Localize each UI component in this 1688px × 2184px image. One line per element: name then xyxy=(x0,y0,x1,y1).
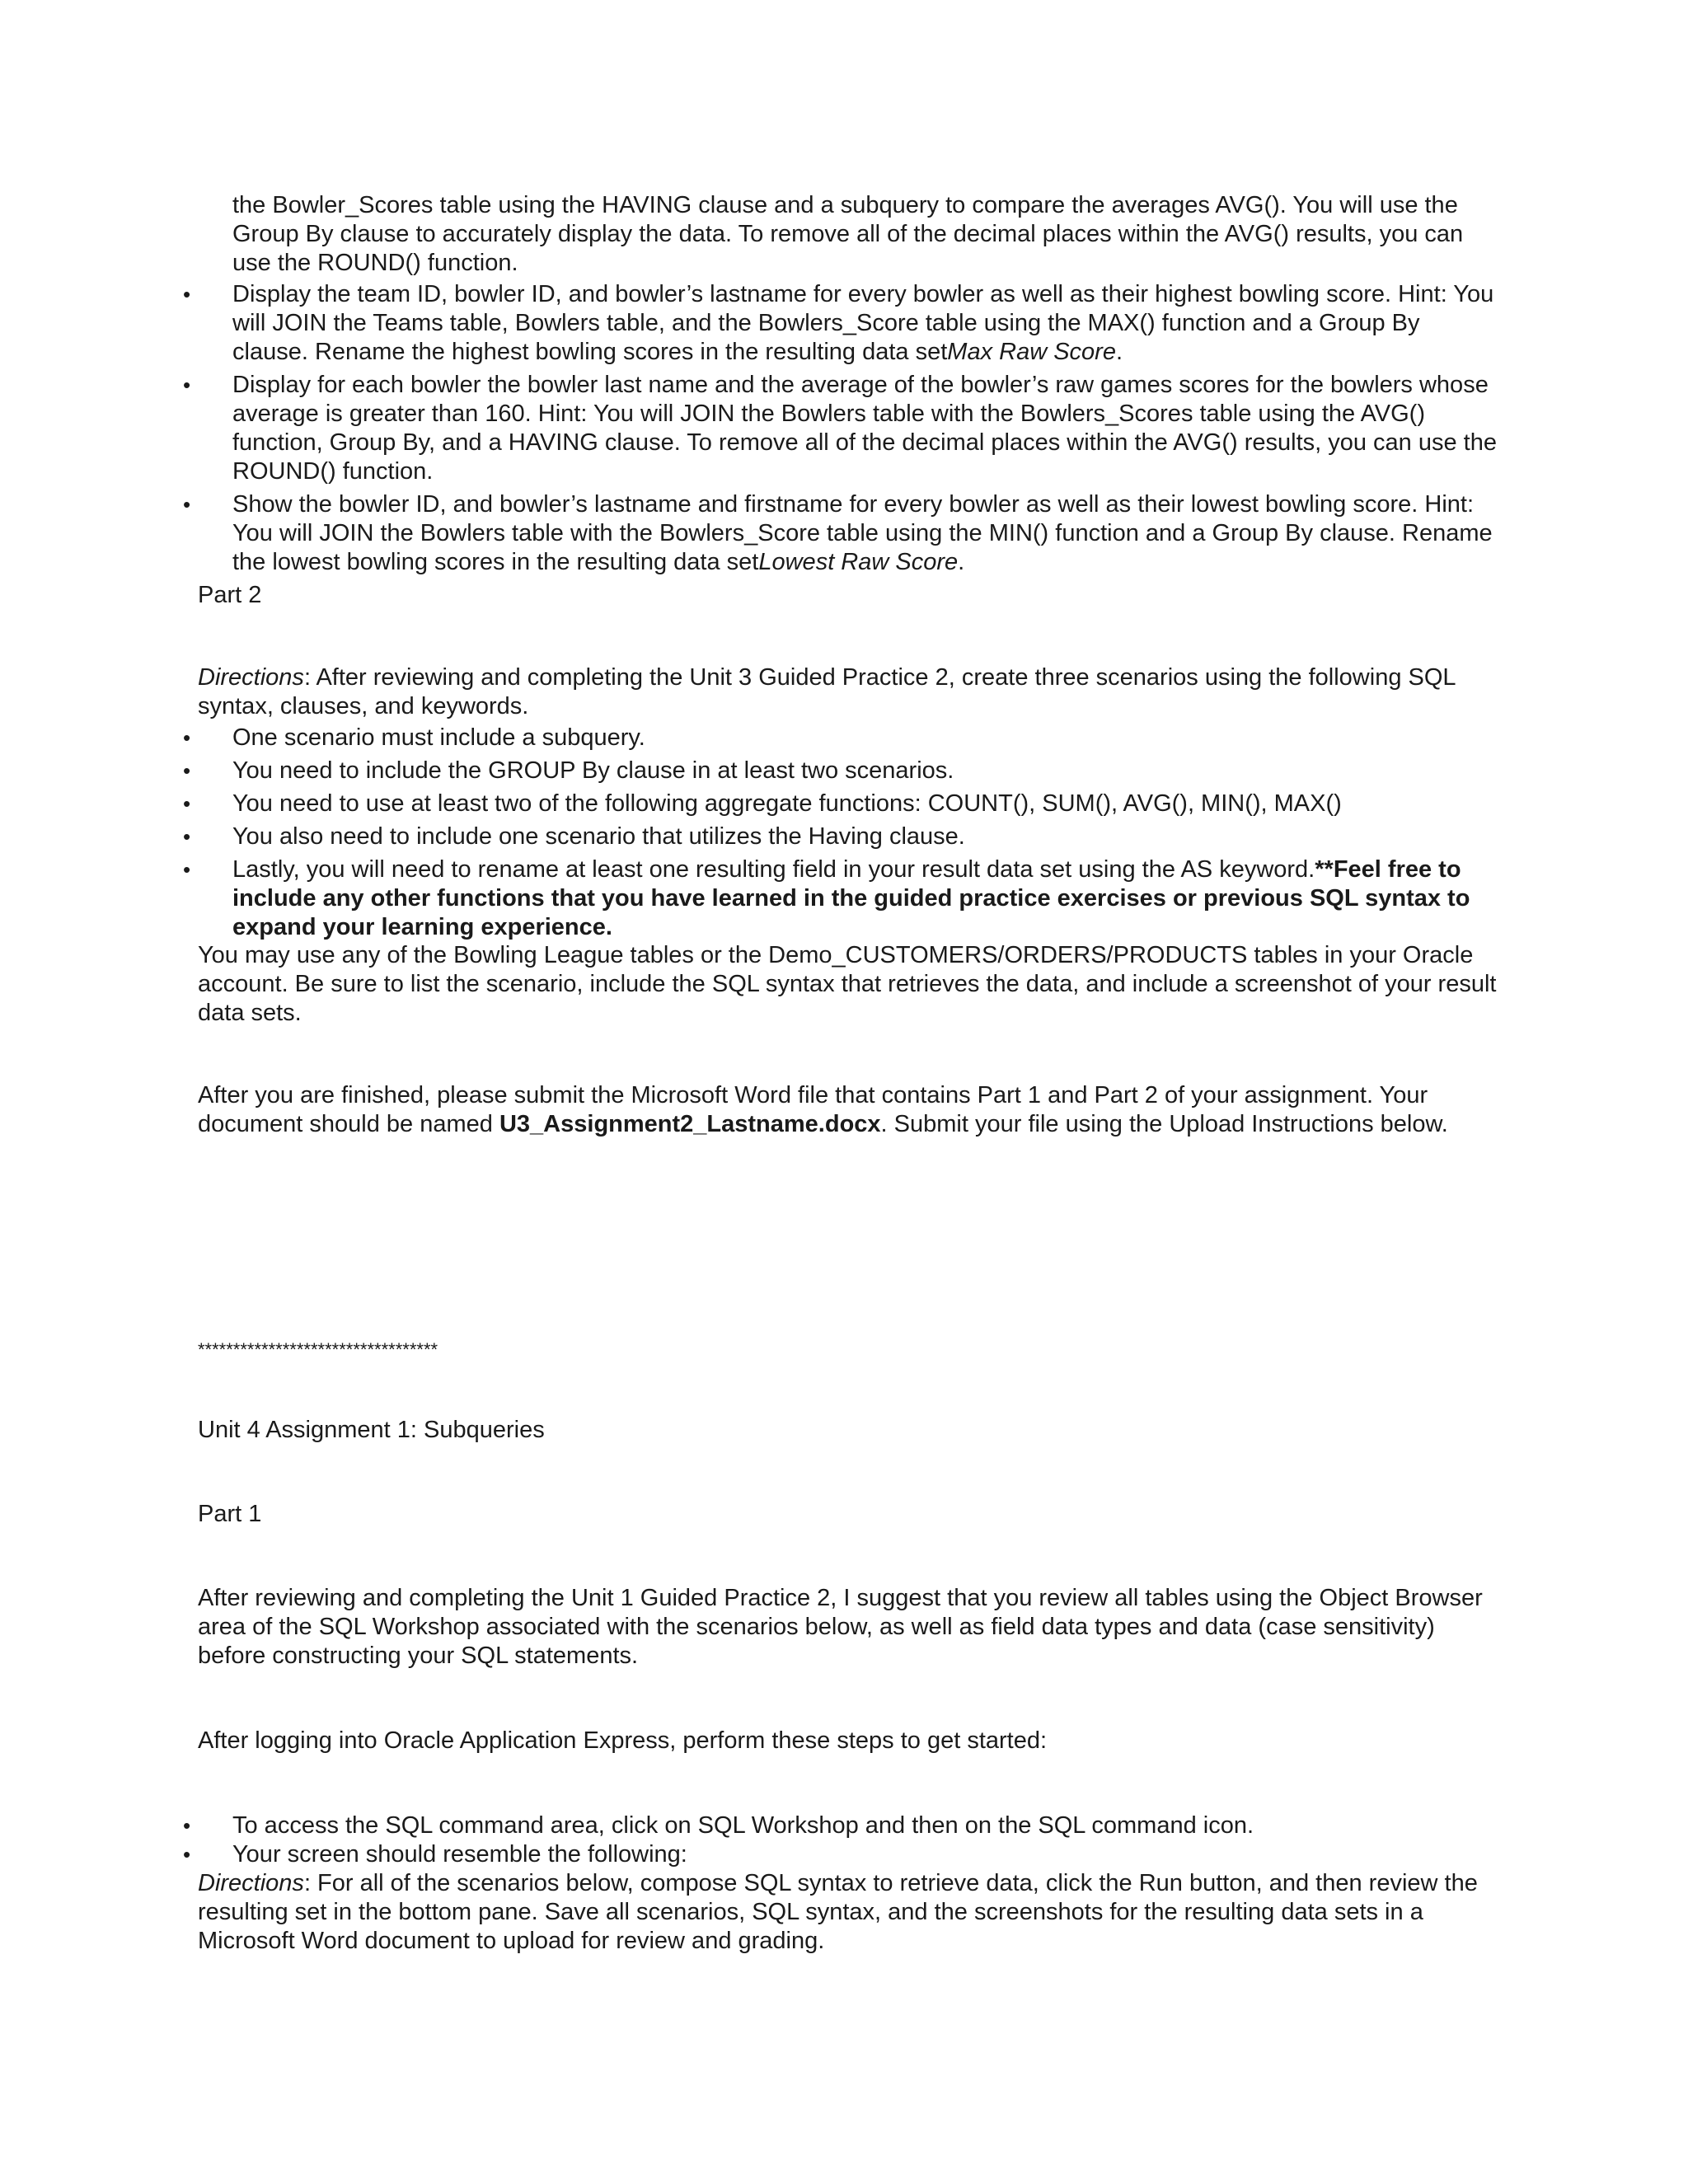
bullet-tail: . xyxy=(958,549,965,575)
bullet-text: To access the SQL command area, click on SQL Workshop and then on the SQL command icon. xyxy=(232,1812,1254,1839)
list-item xyxy=(183,1811,1502,1840)
list-item xyxy=(183,490,1502,577)
bullet-icon xyxy=(183,280,232,309)
part2-submit-instructions xyxy=(198,1081,1500,1139)
bullet-emphasis: Lowest Raw Score xyxy=(758,549,959,575)
part2-heading: Part 2 xyxy=(198,582,262,608)
list-item xyxy=(183,1840,1502,1869)
list-item xyxy=(183,371,1502,486)
bullet-emphasis: Max Raw Score xyxy=(947,339,1116,365)
list-item xyxy=(183,757,1502,785)
bullet-icon xyxy=(183,1840,232,1869)
submit-filename: U3_Assignment2_Lastname.docx xyxy=(499,1111,881,1137)
part2-tables-note: You may use any of the Bowling League tables or the Demo_CUSTOMERS/ORDERS/PRODUCTS tables in your Oracle account. Be sure to list the scenario, include the SQL syntax that retrieves the data, and include a screenshot of your result data sets. xyxy=(198,942,1497,1026)
separator: ********************************** xyxy=(198,1339,438,1360)
list-item xyxy=(183,280,1502,367)
bullet-text: Your screen should resemble the following: xyxy=(232,1841,687,1868)
directions-label: Directions xyxy=(198,1870,304,1896)
list-item xyxy=(183,790,1502,818)
bullet-text: Show the bowler ID, and bowler’s lastname and firstname for every bowler as well as their lowest bowling score. Hint: You will JOIN the Bowlers table with the Bowlers_Score table using the MIN() function and a Group By clause. Rename the lowest bowling scores in the resulting data set xyxy=(232,491,1493,575)
bullet-icon xyxy=(183,855,232,884)
part1-continued-lead: the Bowler_Scores table using the HAVING clause and a subquery to compare the averages AVG(). You will use the Group By clause to accurately display the data. To remove all of the decimal places within the AVG() results, you can use the ROUND() function. xyxy=(232,192,1464,276)
bullet-text: Display the team ID, bowler ID, and bowler’s lastname for every bowler as well as their highest bowling score. Hint: You will JOIN the Teams table, Bowlers table, and the Bowlers_Score table using the MAX() function and a Group By clause. Rename the highest bowling scores in the resulting data set xyxy=(232,281,1494,365)
list-item xyxy=(183,855,1502,942)
bullet-text: Display for each bowler the bowler last name and the average of the bowler’s raw games scores for the bowlers whose average is greater than 160. Hint: You will JOIN the Bowlers table with the Bowlers_Scores table using the AVG() function, Group By, and a HAVING clause. To remove all of the decimal places within the AVG() results, you can use the ROUND() function. xyxy=(232,372,1497,485)
bullet-text: You also need to include one scenario that utilizes the Having clause. xyxy=(232,823,965,850)
bullet-icon xyxy=(183,823,232,851)
bullet-icon xyxy=(183,490,232,519)
bullet-bold-note: **Feel free to include any other functions that you have learned in the guided practice exercises or previous SQL syntax to expand your learning experience. xyxy=(232,856,1470,940)
bullet-icon xyxy=(183,724,232,752)
bullet-icon xyxy=(183,1811,232,1840)
bullet-text: You need to include the GROUP By clause in at least two scenarios. xyxy=(232,757,954,784)
submit-text: After you are finished, please submit the Microsoft Word file that contains Part 1 and Part 2 of your assignment. Your document should be named xyxy=(198,1082,1428,1137)
unit4-intro: After reviewing and completing the Unit 1 Guided Practice 2, I suggest that you review all tables using the Object Browser area of the SQL Workshop associated with the scenarios below, as well as field data types and data (case sensitivity) before constructing your SQL statements. xyxy=(198,1585,1483,1669)
directions-label: Directions xyxy=(198,664,304,691)
bullet-icon xyxy=(183,757,232,785)
directions-text: : For all of the scenarios below, compose SQL syntax to retrieve data, click the Run button, and then review the resulting set in the bottom pane. Save all scenarios, SQL syntax, and the screenshots for the resulting data sets in a Microsoft Word document to upload for review and grading. xyxy=(198,1870,1478,1954)
list-item xyxy=(183,724,1502,752)
part2-directions xyxy=(198,663,1500,721)
bullet-icon xyxy=(183,371,232,400)
unit4-steps-intro: After logging into Oracle Application Express, perform these steps to get started: xyxy=(198,1727,1048,1754)
bullet-tail: . xyxy=(1115,339,1123,365)
bullet-text: One scenario must include a subquery. xyxy=(232,724,645,751)
directions-text: : After reviewing and completing the Unit 3 Guided Practice 2, create three scenarios using the following SQL syntax, clauses, and keywords. xyxy=(198,664,1456,719)
unit4-directions xyxy=(198,1869,1500,1956)
unit4-part1-heading: Part 1 xyxy=(198,1501,262,1527)
bullet-text: Lastly, you will need to rename at least one resulting field in your result data set using the AS keyword. xyxy=(232,856,1315,883)
unit4-title: Unit 4 Assignment 1: Subqueries xyxy=(198,1417,545,1443)
list-item xyxy=(183,823,1502,851)
bullet-icon xyxy=(183,790,232,818)
submit-text-end: . Submit your file using the Upload Instructions below. xyxy=(880,1111,1448,1137)
bullet-text: You need to use at least two of the following aggregate functions: COUNT(), SUM(), AVG(), MIN(), MAX() xyxy=(232,790,1342,817)
